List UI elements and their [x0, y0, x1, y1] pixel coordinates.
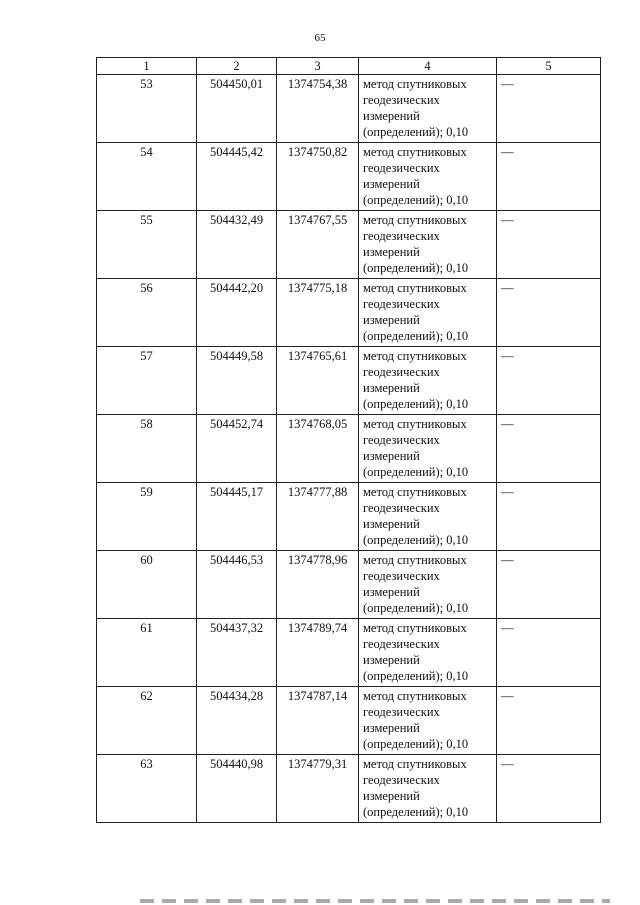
page-number: 65	[314, 32, 326, 44]
method-cell	[359, 75, 497, 143]
method-text: (определений); 0,10	[363, 125, 469, 139]
method-text: метод спутниковых	[363, 417, 467, 431]
y-coordinate: 1374765,61	[277, 347, 359, 415]
column-header: 3	[277, 58, 359, 75]
y-coordinate: 1374789,74	[277, 619, 359, 687]
method-text: геодезических	[363, 433, 440, 447]
note-cell: —	[497, 347, 601, 415]
method-text: измерений	[363, 109, 420, 123]
method-text: измерений	[363, 585, 420, 599]
y-coordinate: 1374778,96	[277, 551, 359, 619]
method-cell	[359, 415, 497, 483]
y-coordinate: 1374779,31	[277, 755, 359, 823]
method-cell	[359, 755, 497, 823]
method-text: геодезических	[363, 365, 440, 379]
method-text: измерений	[363, 517, 420, 531]
y-coordinate: 1374768,05	[277, 415, 359, 483]
table-row	[97, 75, 601, 143]
y-coordinate: 1374750,82	[277, 143, 359, 211]
y-coordinate: 1374787,14	[277, 687, 359, 755]
coordinates-table	[96, 57, 601, 823]
table-row	[97, 687, 601, 755]
method-cell	[359, 551, 497, 619]
method-text: геодезических	[363, 161, 440, 175]
method-text: метод спутниковых	[363, 757, 467, 771]
x-coordinate: 504434,28	[197, 687, 277, 755]
method-text: метод спутниковых	[363, 145, 467, 159]
table-row	[97, 619, 601, 687]
table-row	[97, 551, 601, 619]
method-text: (определений); 0,10	[363, 737, 469, 751]
table-row	[97, 347, 601, 415]
column-header: 1	[97, 58, 197, 75]
method-cell	[359, 347, 497, 415]
method-text: (определений); 0,10	[363, 465, 469, 479]
method-text: измерений	[363, 381, 420, 395]
x-coordinate: 504446,53	[197, 551, 277, 619]
point-number: 54	[97, 143, 197, 211]
note-cell: —	[497, 75, 601, 143]
point-number: 58	[97, 415, 197, 483]
table-row	[97, 415, 601, 483]
method-text: метод спутниковых	[363, 621, 467, 635]
method-text: метод спутниковых	[363, 77, 467, 91]
method-text: измерений	[363, 177, 420, 191]
method-text: измерений	[363, 313, 420, 327]
method-text: геодезических	[363, 637, 440, 651]
table-row	[97, 211, 601, 279]
method-text: метод спутниковых	[363, 213, 467, 227]
y-coordinate: 1374767,55	[277, 211, 359, 279]
point-number: 63	[97, 755, 197, 823]
point-number: 56	[97, 279, 197, 347]
method-text: измерений	[363, 245, 420, 259]
point-number: 62	[97, 687, 197, 755]
x-coordinate: 504449,58	[197, 347, 277, 415]
method-cell	[359, 143, 497, 211]
method-text: измерений	[363, 449, 420, 463]
method-text: измерений	[363, 721, 420, 735]
note-cell: —	[497, 415, 601, 483]
method-text: (определений); 0,10	[363, 601, 469, 615]
method-text: измерений	[363, 653, 420, 667]
method-text: (определений); 0,10	[363, 261, 469, 275]
note-cell: —	[497, 279, 601, 347]
note-cell: —	[497, 755, 601, 823]
table-row	[97, 143, 601, 211]
method-text: метод спутниковых	[363, 689, 467, 703]
point-number: 57	[97, 347, 197, 415]
table-header-row	[97, 58, 601, 75]
x-coordinate: 504445,42	[197, 143, 277, 211]
note-cell: —	[497, 483, 601, 551]
x-coordinate: 504452,74	[197, 415, 277, 483]
method-text: (определений); 0,10	[363, 669, 469, 683]
method-cell	[359, 279, 497, 347]
note-cell: —	[497, 143, 601, 211]
table-body	[97, 75, 601, 823]
note-cell: —	[497, 551, 601, 619]
method-text: метод спутниковых	[363, 553, 467, 567]
x-coordinate: 504437,32	[197, 619, 277, 687]
column-header: 2	[197, 58, 277, 75]
y-coordinate: 1374775,18	[277, 279, 359, 347]
method-text: (определений); 0,10	[363, 329, 469, 343]
method-text: метод спутниковых	[363, 281, 467, 295]
x-coordinate: 504432,49	[197, 211, 277, 279]
method-text: геодезических	[363, 705, 440, 719]
method-cell	[359, 211, 497, 279]
column-header: 4	[359, 58, 497, 75]
method-text: измерений	[363, 789, 420, 803]
note-cell: —	[497, 687, 601, 755]
method-text: геодезических	[363, 501, 440, 515]
x-coordinate: 504440,98	[197, 755, 277, 823]
y-coordinate: 1374754,38	[277, 75, 359, 143]
method-text: метод спутниковых	[363, 349, 467, 363]
method-text: (определений); 0,10	[363, 397, 469, 411]
method-text: геодезических	[363, 297, 440, 311]
x-coordinate: 504442,20	[197, 279, 277, 347]
y-coordinate: 1374777,88	[277, 483, 359, 551]
method-text: (определений); 0,10	[363, 533, 469, 547]
scan-artifact	[140, 899, 610, 903]
method-text: геодезических	[363, 93, 440, 107]
method-text: геодезических	[363, 569, 440, 583]
point-number: 55	[97, 211, 197, 279]
x-coordinate: 504450,01	[197, 75, 277, 143]
note-cell: —	[497, 619, 601, 687]
method-cell	[359, 483, 497, 551]
x-coordinate: 504445,17	[197, 483, 277, 551]
method-text: (определений); 0,10	[363, 805, 469, 819]
column-header: 5	[497, 58, 601, 75]
point-number: 53	[97, 75, 197, 143]
method-text: (определений); 0,10	[363, 193, 469, 207]
method-cell	[359, 687, 497, 755]
method-text: метод спутниковых	[363, 485, 467, 499]
point-number: 59	[97, 483, 197, 551]
table-row	[97, 483, 601, 551]
point-number: 60	[97, 551, 197, 619]
note-cell: —	[497, 211, 601, 279]
method-text: геодезических	[363, 229, 440, 243]
method-text: геодезических	[363, 773, 440, 787]
point-number: 61	[97, 619, 197, 687]
table-row	[97, 755, 601, 823]
method-cell	[359, 619, 497, 687]
table-row	[97, 279, 601, 347]
